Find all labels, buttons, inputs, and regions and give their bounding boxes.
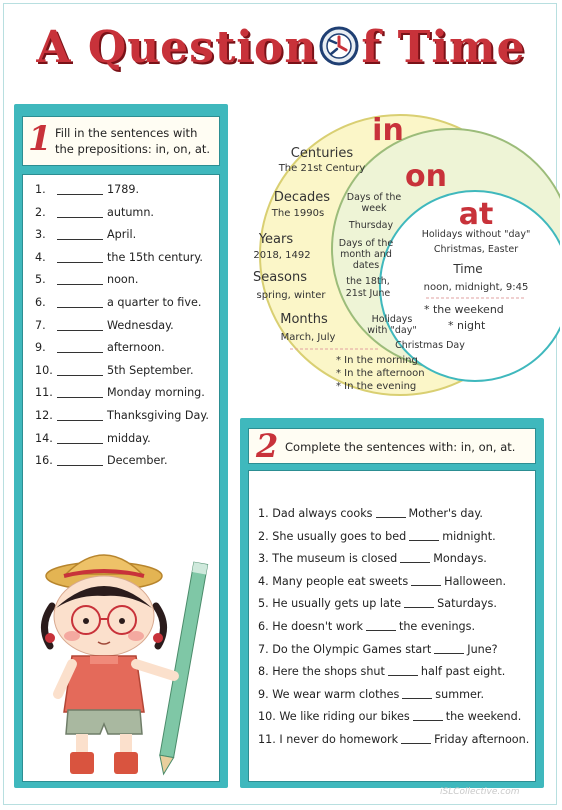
on-group-head: Days of the month and dates (338, 238, 394, 271)
exercise2-item (249, 665, 535, 688)
item-text: Thanksgiving Day. (107, 408, 209, 422)
exercise2-body (248, 470, 536, 782)
venn-in-label: in (372, 113, 404, 148)
item-number: 9. (258, 687, 269, 701)
item-number: 14. (35, 431, 53, 445)
item-number: 4. (35, 250, 46, 264)
exercise1-item (23, 296, 219, 319)
item-text: 5th September. (107, 363, 194, 377)
item-text: afternoon. (107, 341, 165, 355)
exercise1-list (23, 183, 219, 477)
item-number: 2. (258, 529, 269, 543)
on-group-example: Thursday (348, 220, 394, 231)
in-group-head: Seasons (253, 270, 307, 285)
answer-blank[interactable] (376, 517, 406, 518)
exercise1-item (23, 273, 219, 296)
prepositions-venn-diagram (240, 110, 560, 400)
exercise2-item (249, 620, 535, 643)
answer-blank[interactable] (57, 375, 103, 376)
sentence-start: Dad always cooks (272, 507, 373, 520)
item-text: the 15th century. (107, 250, 203, 264)
sentence-end: Friday afternoon. (434, 732, 530, 746)
in-group-example: spring, winter (256, 290, 326, 301)
item-text: December. (107, 454, 168, 468)
exercise1-header (22, 116, 220, 166)
sentence-end: midnight. (442, 529, 496, 543)
item-text: midday. (107, 431, 151, 445)
exercise2-item (249, 552, 535, 575)
item-number: 7. (258, 642, 269, 656)
in-group-head: Years (258, 232, 294, 247)
item-number: 8. (258, 665, 269, 679)
exercise2-item (249, 530, 535, 553)
sentence-start: We wear warm clothes (272, 687, 400, 701)
sentence-end: half past eight. (420, 665, 506, 679)
answer-blank[interactable] (57, 352, 103, 353)
item-number: 10. (258, 710, 276, 724)
on-group-head: Holidays with "day" (367, 314, 417, 336)
item-number: 16. (35, 454, 53, 468)
clock-icon (319, 26, 359, 66)
sentence-start: Many people eat sweets (272, 574, 409, 588)
watermark: iSLCollective.com (440, 787, 520, 797)
exercise1-item (23, 206, 219, 229)
answer-blank[interactable] (413, 720, 443, 721)
answer-blank[interactable] (57, 330, 103, 331)
in-extra: * In the afternoon (336, 368, 425, 379)
item-text: noon. (107, 273, 139, 287)
sentence-start: Do the Olympic Games start (272, 642, 432, 656)
in-group-head: Months (280, 312, 328, 327)
item-number: 3. (35, 228, 46, 242)
item-number: 1. (258, 507, 269, 520)
sentence-end: Mondays. (433, 552, 487, 566)
exercise2-list (249, 507, 535, 756)
answer-blank[interactable] (57, 262, 103, 263)
in-group-head: Centuries (290, 146, 354, 161)
sentence-start: She usually goes to bed (272, 529, 407, 543)
in-group-example: 2018, 1492 (253, 250, 311, 261)
answer-blank[interactable] (57, 239, 103, 240)
sentence-end: the weekend. (445, 710, 522, 724)
in-group-example: The 1990s (271, 208, 325, 219)
item-number: 7. (35, 318, 46, 332)
exercise1-item (23, 341, 219, 364)
sentence-start: We like riding our bikes (279, 710, 410, 724)
item-text: autumn. (107, 205, 154, 219)
exercise1-item (23, 183, 219, 206)
answer-blank[interactable] (57, 420, 103, 421)
in-extra: * In the evening (336, 381, 417, 392)
at-group-head: Time (453, 262, 483, 276)
venn-on-label: on (405, 159, 447, 194)
at-group-example: noon, midnight, 9:45 (423, 282, 529, 293)
answer-blank[interactable] (57, 217, 103, 218)
item-text: 1789. (107, 183, 140, 196)
answer-blank[interactable] (57, 397, 103, 398)
exercise2-item (249, 575, 535, 598)
exercise1-item (23, 319, 219, 342)
item-number: 5. (258, 597, 269, 611)
in-group-example: March, July (280, 332, 336, 343)
in-extra: * In the morning (336, 355, 418, 366)
item-text: Monday morning. (107, 386, 205, 400)
sentence-end: June? (467, 642, 498, 656)
item-number: 4. (258, 574, 269, 588)
title-part-2: f Time (361, 22, 526, 73)
item-number: 9. (35, 341, 46, 355)
answer-blank[interactable] (402, 698, 432, 699)
answer-blank[interactable] (409, 540, 439, 541)
title-part-1: A Question (36, 22, 318, 73)
on-group-head: Days of the week (346, 192, 402, 214)
item-number: 6. (258, 619, 269, 633)
item-text: Wednesday. (107, 318, 174, 332)
answer-blank[interactable] (434, 653, 464, 654)
sentence-start: The museum is closed (272, 552, 398, 566)
sentence-start: Here the shops shut (272, 665, 385, 679)
item-text: April. (107, 228, 137, 242)
exercise2-item (249, 733, 535, 756)
exercise2-item (249, 688, 535, 711)
exercise1-item (23, 251, 219, 274)
answer-blank[interactable] (57, 307, 103, 308)
answer-blank[interactable] (388, 675, 418, 676)
at-group-head: Holidays without "day" (421, 229, 531, 240)
item-number: 5. (35, 273, 46, 287)
sentence-start: He doesn't work (272, 619, 363, 633)
page-title (0, 22, 562, 73)
exercise1-number: 1 (28, 119, 52, 159)
exercise1-item (23, 409, 219, 432)
item-number: 12. (35, 408, 53, 422)
answer-blank[interactable] (400, 562, 430, 563)
item-number: 2. (35, 205, 46, 219)
in-group-head: Decades (273, 190, 331, 205)
item-number: 11. (35, 386, 53, 400)
on-group-example: Christmas Day (395, 340, 465, 351)
at-group-example: Christmas, Easter (433, 244, 519, 255)
exercise2-number: 2 (256, 427, 279, 465)
answer-blank[interactable] (366, 630, 396, 631)
exercise2-item (249, 597, 535, 620)
exercise1-item (23, 228, 219, 251)
sentence-start: I never do homework (279, 732, 399, 746)
answer-blank[interactable] (404, 607, 434, 608)
item-number: 10. (35, 363, 53, 377)
answer-blank[interactable] (401, 743, 431, 744)
on-group-example: the 18th, 21st June (345, 276, 391, 299)
exercise2-item (249, 643, 535, 666)
item-text: a quarter to five. (107, 295, 202, 309)
answer-blank[interactable] (57, 284, 103, 285)
answer-blank[interactable] (57, 443, 103, 444)
item-number: 1. (35, 183, 46, 196)
exercise1-instruction: Fill in the sentences with the prepositions: in, on, at. (55, 126, 211, 156)
at-extra: * the weekend (424, 303, 504, 316)
exercise1-item (23, 454, 219, 477)
sentence-end: the evenings. (398, 619, 476, 633)
girl-with-pencil-illustration (34, 544, 214, 780)
exercise2-item (249, 710, 535, 733)
exercise2-item (249, 507, 535, 530)
sentence-end: Mother's day. (408, 507, 483, 520)
exercise1-item (23, 386, 219, 409)
answer-blank[interactable] (57, 194, 103, 195)
in-group-example: The 21st Century (278, 163, 366, 174)
sentence-end: Halloween. (444, 574, 507, 588)
venn-at-label: at (458, 197, 494, 232)
at-extra: * night (448, 319, 486, 332)
answer-blank[interactable] (57, 465, 103, 466)
sentence-end: Saturdays. (437, 597, 497, 611)
exercise1-item (23, 364, 219, 387)
exercise2-instruction: Complete the sentences with: in, on, at. (285, 440, 516, 454)
item-number: 3. (258, 552, 269, 566)
item-number: 6. (35, 295, 46, 309)
answer-blank[interactable] (411, 585, 441, 586)
sentence-end: summer. (435, 687, 485, 701)
exercise1-item (23, 432, 219, 455)
exercise2-header (248, 428, 536, 464)
item-number: 11. (258, 732, 276, 746)
sentence-start: He usually gets up late (272, 597, 402, 611)
